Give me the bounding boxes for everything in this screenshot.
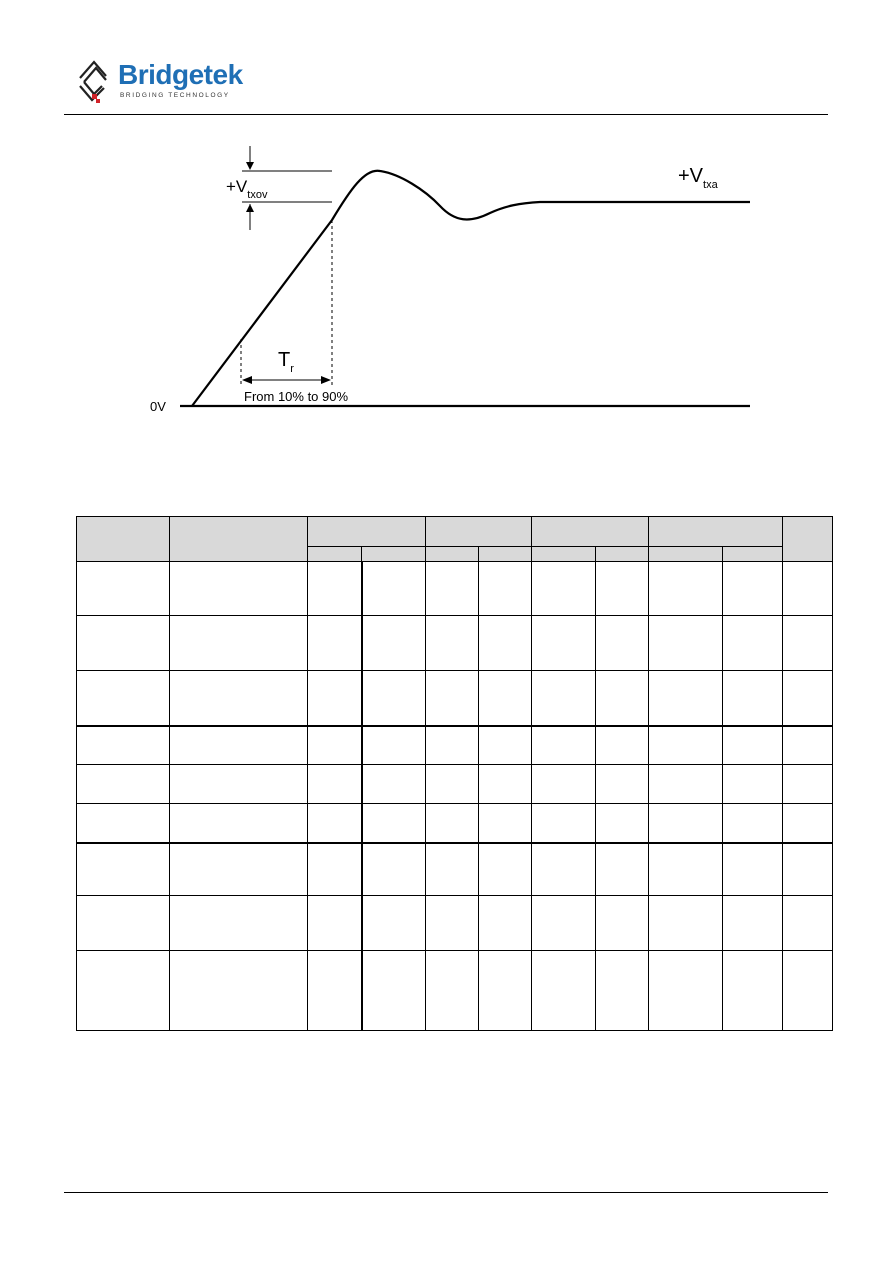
table-cell bbox=[77, 562, 170, 616]
table-row bbox=[77, 765, 833, 804]
table-cell bbox=[723, 765, 783, 804]
subheader-cell bbox=[308, 547, 362, 562]
table-cell bbox=[170, 843, 308, 896]
table-cell bbox=[77, 843, 170, 896]
table-cell bbox=[532, 671, 596, 726]
table-cell bbox=[479, 804, 532, 843]
table-cell bbox=[479, 765, 532, 804]
table-cell bbox=[426, 896, 479, 951]
table-cell bbox=[362, 843, 426, 896]
table-cell bbox=[77, 804, 170, 843]
table-cell bbox=[426, 562, 479, 616]
table-cell bbox=[479, 671, 532, 726]
table-cell bbox=[649, 896, 723, 951]
rise-time-subscript: r bbox=[290, 363, 294, 375]
table-cell bbox=[77, 765, 170, 804]
table-cell bbox=[649, 562, 723, 616]
table-cell bbox=[532, 951, 596, 1031]
table-row bbox=[77, 726, 833, 765]
table-cell bbox=[308, 671, 362, 726]
header-cell bbox=[783, 517, 833, 562]
brand-name: Bridgetek bbox=[118, 59, 243, 90]
table-cell bbox=[723, 896, 783, 951]
table-cell bbox=[783, 726, 833, 765]
table-row bbox=[77, 951, 833, 1031]
table-cell bbox=[783, 843, 833, 896]
table-cell bbox=[783, 765, 833, 804]
subheader-cell bbox=[426, 547, 479, 562]
table-cell bbox=[479, 951, 532, 1031]
table-cell bbox=[783, 896, 833, 951]
table-cell bbox=[596, 804, 649, 843]
table-cell bbox=[479, 896, 532, 951]
overshoot-subscript: txov bbox=[247, 189, 268, 201]
table-cell bbox=[649, 616, 723, 671]
table-cell bbox=[532, 616, 596, 671]
header-cell bbox=[77, 517, 170, 562]
subheader-cell bbox=[596, 547, 649, 562]
signal-waveform bbox=[192, 171, 750, 406]
chip-logo-icon bbox=[76, 56, 116, 106]
rise-time-diagram bbox=[140, 140, 780, 430]
amplitude-label: $+V_{txa}$ bbox=[678, 165, 718, 191]
amplitude-subscript: txa bbox=[703, 179, 718, 191]
table-cell bbox=[170, 562, 308, 616]
table-cell bbox=[479, 843, 532, 896]
table-cell bbox=[362, 616, 426, 671]
table-cell bbox=[308, 896, 362, 951]
table-cell bbox=[723, 843, 783, 896]
table-cell bbox=[362, 562, 426, 616]
table-cell bbox=[783, 562, 833, 616]
table-row bbox=[77, 896, 833, 951]
table-row bbox=[77, 843, 833, 896]
table-cell bbox=[170, 896, 308, 951]
table-cell bbox=[362, 804, 426, 843]
table-cell bbox=[426, 951, 479, 1031]
table-cell bbox=[723, 671, 783, 726]
table-cell bbox=[308, 951, 362, 1031]
table-row bbox=[77, 671, 833, 726]
table-cell bbox=[362, 726, 426, 765]
table-cell bbox=[532, 804, 596, 843]
table-cell bbox=[362, 951, 426, 1031]
table-cell bbox=[783, 616, 833, 671]
table-cell bbox=[77, 896, 170, 951]
subheader-cell bbox=[723, 547, 783, 562]
table-cell bbox=[649, 726, 723, 765]
brand-tagline: BRIDGING TECHNOLOGY bbox=[120, 92, 230, 99]
brand-logo bbox=[76, 56, 246, 106]
table-cell bbox=[479, 726, 532, 765]
rise-arrowhead-left bbox=[242, 376, 252, 384]
table-cell bbox=[596, 951, 649, 1031]
table-cell bbox=[426, 765, 479, 804]
table-cell bbox=[479, 562, 532, 616]
table-cell bbox=[596, 562, 649, 616]
table-cell bbox=[426, 843, 479, 896]
overshoot-label: $+V_{txov}$ bbox=[226, 177, 268, 201]
table-cell bbox=[362, 671, 426, 726]
table-cell bbox=[723, 804, 783, 843]
table-cell bbox=[77, 726, 170, 765]
table-cell bbox=[783, 671, 833, 726]
table-cell bbox=[596, 765, 649, 804]
table-cell bbox=[426, 726, 479, 765]
table-cell bbox=[649, 951, 723, 1031]
table-cell bbox=[77, 616, 170, 671]
table-cell bbox=[596, 896, 649, 951]
table-header-row bbox=[77, 517, 833, 547]
subheader-cell bbox=[362, 547, 426, 562]
table-cell bbox=[308, 843, 362, 896]
table-cell bbox=[596, 726, 649, 765]
table-cell bbox=[362, 765, 426, 804]
rise-arrowhead-right bbox=[321, 376, 331, 384]
table-cell bbox=[649, 671, 723, 726]
table-cell bbox=[170, 804, 308, 843]
table-cell bbox=[170, 671, 308, 726]
overshoot-arrowhead-top bbox=[246, 162, 254, 170]
header-rule bbox=[64, 114, 828, 115]
subheader-cell bbox=[479, 547, 532, 562]
table-cell bbox=[596, 616, 649, 671]
parameter-table bbox=[76, 516, 833, 1031]
header-group-cell bbox=[308, 517, 426, 547]
table-cell bbox=[532, 765, 596, 804]
subheader-cell bbox=[649, 547, 723, 562]
table-cell bbox=[426, 671, 479, 726]
table-cell bbox=[479, 616, 532, 671]
table-cell bbox=[308, 562, 362, 616]
table-cell bbox=[308, 726, 362, 765]
table-cell bbox=[170, 726, 308, 765]
table-cell bbox=[532, 726, 596, 765]
table-cell bbox=[532, 843, 596, 896]
table-cell bbox=[649, 765, 723, 804]
table-cell bbox=[308, 616, 362, 671]
table-cell bbox=[308, 765, 362, 804]
table-cell bbox=[723, 562, 783, 616]
header-group-cell bbox=[532, 517, 649, 547]
table-cell bbox=[783, 951, 833, 1031]
overshoot-arrowhead-bottom bbox=[246, 204, 254, 212]
table-cell bbox=[596, 671, 649, 726]
table-cell bbox=[77, 951, 170, 1031]
header-cell bbox=[170, 517, 308, 562]
table-cell bbox=[426, 616, 479, 671]
table-cell bbox=[649, 804, 723, 843]
table-cell bbox=[649, 843, 723, 896]
table-cell bbox=[170, 951, 308, 1031]
header-group-cell bbox=[649, 517, 783, 547]
table-row bbox=[77, 804, 833, 843]
table-cell bbox=[532, 562, 596, 616]
rise-time-label: $T_r$ bbox=[278, 349, 294, 375]
table-cell bbox=[723, 951, 783, 1031]
table-cell bbox=[362, 896, 426, 951]
table-cell bbox=[723, 616, 783, 671]
table-row bbox=[77, 616, 833, 671]
zero-volt-label: 0V bbox=[150, 399, 166, 414]
table-cell bbox=[426, 804, 479, 843]
table-cell bbox=[783, 804, 833, 843]
table-row bbox=[77, 562, 833, 616]
table-cell bbox=[723, 726, 783, 765]
rise-time-note: From 10% to 90% bbox=[244, 389, 349, 404]
table-cell bbox=[170, 765, 308, 804]
table-cell bbox=[170, 616, 308, 671]
table-cell bbox=[532, 896, 596, 951]
footer-rule bbox=[64, 1192, 828, 1193]
header-group-cell bbox=[426, 517, 532, 547]
table-cell bbox=[77, 671, 170, 726]
subheader-cell bbox=[532, 547, 596, 562]
table-cell bbox=[596, 843, 649, 896]
table-cell bbox=[308, 804, 362, 843]
